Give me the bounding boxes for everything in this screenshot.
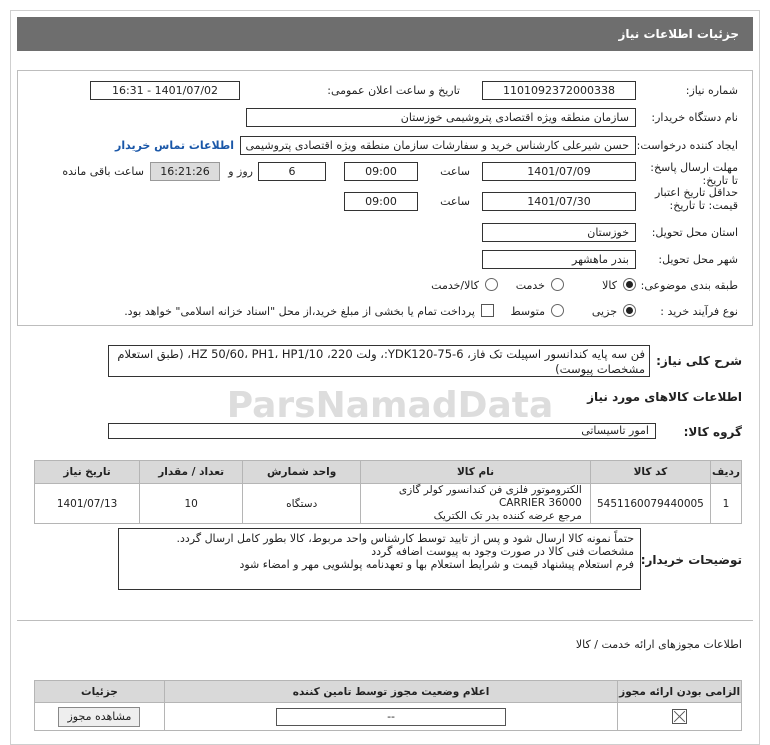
price-validity-label-2: قیمت: تا تاریخ: [669,199,738,212]
need-number-label: شماره نیاز: [685,84,738,97]
creator-label: ایجاد کننده درخواست: [636,139,738,152]
days-field: 6 [258,162,326,181]
goods-section-title: اطلاعات کالاهای مورد نیاز [587,390,742,404]
goods-group-field: امور تاسیساتی [108,423,656,439]
required-checkbox[interactable] [672,709,687,724]
goods-group-label: گروه کالا: [683,425,742,439]
lic-required-cell [618,703,742,731]
need-number-field: 1101092372000338 [482,81,636,100]
row-code: 5451160079440005 [590,484,710,524]
summary-label: شرح کلی نیاز: [656,354,742,368]
city-field: بندر ماهشهر [482,250,636,269]
reply-time-label: ساعت [440,165,470,178]
reply-deadline-label: مهلت ارسال پاسخ: تا تاریخ: [650,161,738,187]
col-unit: واحد شمارش [243,461,361,484]
row-index: 1 [711,484,742,524]
reply-date-field: 1401/07/09 [482,162,636,181]
lic-details-cell [35,703,165,731]
process-radio-medium[interactable] [551,304,564,317]
announce-label: تاریخ و ساعت اعلان عمومی: [327,84,460,97]
category-radio-service[interactable] [551,278,564,291]
view-license-button[interactable]: مشاهده مجوز [58,707,140,727]
process-label: نوع فرآیند خرید : [660,305,738,318]
province-label: استان محل تحویل: [651,226,738,239]
row-date: 1401/07/13 [35,484,140,524]
days-label: روز و [228,165,253,178]
col-date: تاریخ نیاز [35,461,140,484]
watermark: ParsNamadData [226,385,554,426]
category-option-goods: کالا [602,279,617,292]
row-name-line2: مرجع عرضه کننده بدر تک الکتریک [433,510,582,522]
province-field: خوزستان [482,223,636,242]
license-status-select[interactable]: -- [276,708,506,726]
row-qty: 10 [140,484,243,524]
buyer-contact-link[interactable]: اطلاعات تماس خریدار [114,139,234,152]
table-row [35,703,742,731]
validity-time-field: 09:00 [344,192,418,211]
process-option-minor: جزیی [591,305,617,318]
lic-status-cell [164,703,617,731]
goods-table [34,460,742,524]
buyer-label: نام دستگاه خریدار: [651,111,738,124]
buyer-notes-label: توضیحات خریدار: [640,553,742,567]
lic-col-status: اعلام وضعیت مجوز توسط تامین کننده [164,681,617,703]
lic-col-details: جزئیات [35,681,165,703]
lic-col-required: الزامی بودن ارائه مجوز [618,681,742,703]
row-unit: دستگاه [243,484,361,524]
note-line-1: حتماً نمونه کالا ارسال شود و پس از تایید توسط کارشناس واحد مربوط، کالا بطور کامل ارسال گردد. [176,532,634,545]
note-line-3: فرم استعلام پیشنهاد قیمت و شرایط استعلام بها و تعهدنامه پولشویی مهر و امضاء شود [239,558,634,571]
validity-time-label: ساعت [440,195,470,208]
col-code: کد کالا [590,461,710,484]
note-line-2: مشخصات فنی کالا در صورت وجود به پیوست اضافه گردد [371,545,634,558]
row-name-line1: الکتروموتور فلزی فن کندانسور کولر گازی CARRIER 36000 [398,484,582,509]
row-name [361,484,591,524]
buyer-field: سازمان منطقه ویژه اقتصادی پتروشیمی خوزستان [246,108,636,127]
col-index: ردیف [711,461,742,484]
table-row [35,484,742,524]
reply-time-field: 09:00 [344,162,418,181]
treasury-note: پرداخت تمام یا بخشی از مبلغ خرید،از محل "اسناد خزانه اسلامی" خواهد بود. [124,305,475,318]
city-label: شهر محل تحویل: [658,253,738,266]
price-validity-label-1: حداقل تاریخ اعتبار [654,186,738,199]
treasury-checkbox[interactable] [481,304,494,317]
category-radio-goods[interactable] [623,278,636,291]
announce-field: 1401/07/02 - 16:31 [90,81,240,100]
need-info-panel [17,70,753,326]
licenses-section-title: اطلاعات مجوزهای ارائه خدمت / کالا [575,638,742,651]
col-qty: تعداد / مقدار [140,461,243,484]
process-option-medium: متوسط [510,305,545,318]
category-option-goods-service: کالا/خدمت [431,279,479,292]
validity-date-field: 1401/07/30 [482,192,636,211]
summary-field: فن سه پایه کندانسور اسپیلت تک فاز، YDK120-75-6:، ولت 220، HZ 50/60، PH1، HP1/10، (طبق استعلام مشخصات پیوست) [108,345,650,377]
col-name: نام کالا [361,461,591,484]
category-radio-goods-service[interactable] [485,278,498,291]
process-radio-minor[interactable] [623,304,636,317]
buyer-notes-field [118,528,641,590]
remaining-time-field: 16:21:26 [150,162,220,181]
remaining-label: ساعت باقی مانده [62,165,144,178]
category-label: طبقه بندی موضوعی: [640,279,738,292]
category-option-service: خدمت [515,279,545,292]
section-divider [17,620,753,621]
licenses-table [34,680,742,731]
page-title: جزئیات اطلاعات نیاز [17,17,753,51]
creator-field: حسن شیرعلی کارشناس خرید و سفارشات سازمان منطقه ویژه اقتصادی پتروشیمی [240,136,636,155]
